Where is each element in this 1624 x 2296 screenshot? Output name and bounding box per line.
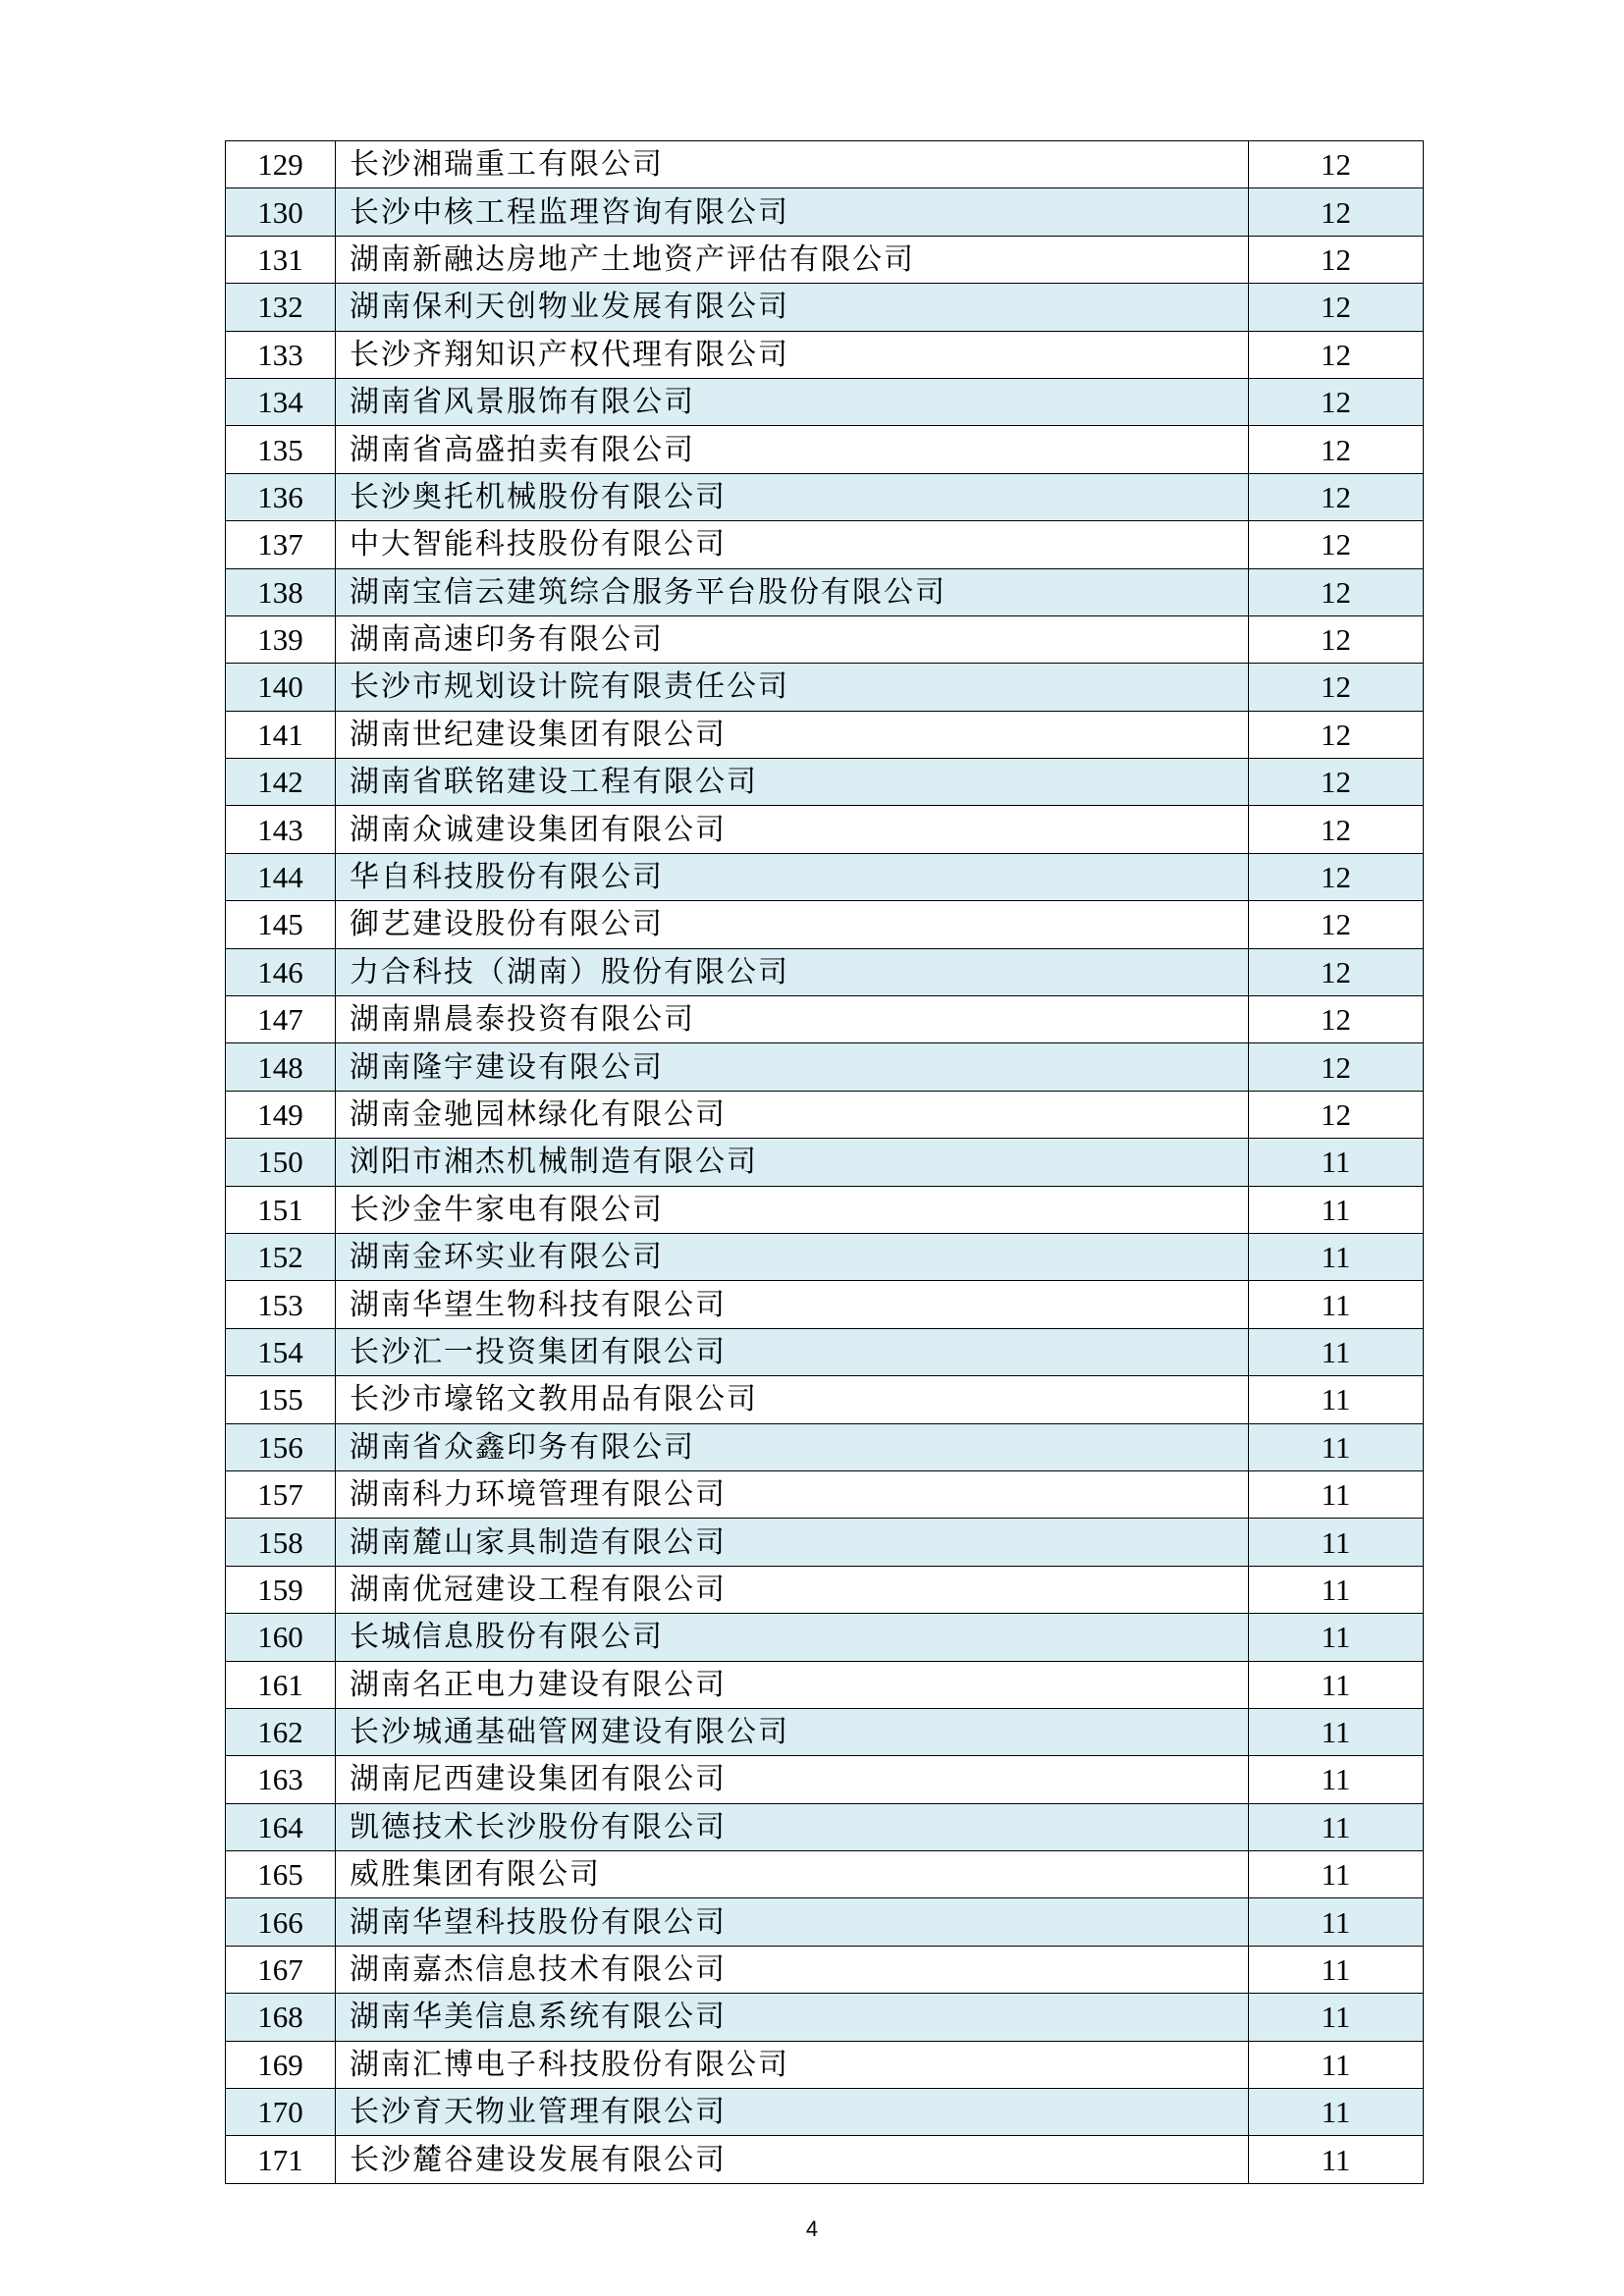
row-number-cell: 168 [226,1994,336,2041]
table-row [226,1328,1424,1375]
company-name-cell: 中大智能科技股份有限公司 [336,521,1249,568]
company-name-cell: 浏阳市湘杰机械制造有限公司 [336,1139,1249,1186]
table-row [226,1566,1424,1613]
score-cell: 11 [1249,1851,1424,1898]
row-number-cell: 132 [226,284,336,331]
company-name-cell: 长沙汇一投资集团有限公司 [336,1328,1249,1375]
table-row [226,901,1424,948]
row-number-cell: 169 [226,2041,336,2088]
table-row [226,473,1424,520]
score-cell: 12 [1249,236,1424,283]
company-name-cell: 威胜集团有限公司 [336,1851,1249,1898]
table-row [226,1470,1424,1518]
score-cell: 12 [1249,1043,1424,1091]
score-cell: 12 [1249,331,1424,378]
row-number-cell: 145 [226,901,336,948]
company-name-cell: 长沙齐翔知识产权代理有限公司 [336,331,1249,378]
score-cell: 11 [1249,1661,1424,1708]
company-name-cell: 湖南科力环境管理有限公司 [336,1470,1249,1518]
company-name-cell: 湖南省风景服饰有限公司 [336,378,1249,425]
company-name-cell: 湖南华美信息系统有限公司 [336,1994,1249,2041]
score-cell: 11 [1249,2089,1424,2136]
table-row [226,1519,1424,1566]
table-row [226,378,1424,425]
row-number-cell: 152 [226,1233,336,1280]
company-name-cell: 湖南名正电力建设有限公司 [336,1661,1249,1708]
score-cell: 11 [1249,1233,1424,1280]
score-cell: 11 [1249,1328,1424,1375]
table-row [226,568,1424,615]
table-row [226,1043,1424,1091]
row-number-cell: 154 [226,1328,336,1375]
company-name-cell: 长沙湘瑞重工有限公司 [336,141,1249,188]
table-row [226,2041,1424,2088]
row-number-cell: 148 [226,1043,336,1091]
table-row [226,1091,1424,1138]
score-cell: 12 [1249,664,1424,711]
row-number-cell: 141 [226,711,336,758]
score-cell: 11 [1249,1803,1424,1850]
row-number-cell: 161 [226,1661,336,1708]
table-row [226,236,1424,283]
table-row [226,2136,1424,2183]
company-name-cell: 御艺建设股份有限公司 [336,901,1249,948]
table-row [226,996,1424,1043]
row-number-cell: 136 [226,473,336,520]
row-number-cell: 134 [226,378,336,425]
page-number: 4 [805,2216,819,2241]
row-number-cell: 140 [226,664,336,711]
table-row [226,948,1424,995]
row-number-cell: 144 [226,853,336,900]
row-number-cell: 135 [226,426,336,473]
row-number-cell: 167 [226,1946,336,1993]
company-name-cell: 长沙麓谷建设发展有限公司 [336,2136,1249,2183]
row-number-cell: 146 [226,948,336,995]
table-row [226,664,1424,711]
company-name-cell: 湖南鼎晨泰投资有限公司 [336,996,1249,1043]
score-cell: 12 [1249,1091,1424,1138]
score-cell: 12 [1249,996,1424,1043]
score-cell: 11 [1249,1139,1424,1186]
score-cell: 11 [1249,1994,1424,2041]
row-number-cell: 159 [226,1566,336,1613]
company-name-cell: 力合科技（湖南）股份有限公司 [336,948,1249,995]
company-name-cell: 湖南汇博电子科技股份有限公司 [336,2041,1249,2088]
row-number-cell: 165 [226,1851,336,1898]
table-row [226,1851,1424,1898]
table-row [226,1281,1424,1328]
row-number-cell: 156 [226,1423,336,1470]
table-row [226,853,1424,900]
company-name-cell: 凯德技术长沙股份有限公司 [336,1803,1249,1850]
company-name-cell: 长沙中核工程监理咨询有限公司 [336,188,1249,236]
score-cell: 12 [1249,426,1424,473]
row-number-cell: 151 [226,1186,336,1233]
table-row [226,331,1424,378]
table-row [226,1233,1424,1280]
table-row [226,1898,1424,1946]
company-name-cell: 湖南宝信云建筑综合服务平台股份有限公司 [336,568,1249,615]
table-row [226,759,1424,806]
company-name-cell: 湖南金环实业有限公司 [336,1233,1249,1280]
table-row [226,188,1424,236]
score-cell: 11 [1249,1186,1424,1233]
row-number-cell: 129 [226,141,336,188]
company-name-cell: 湖南众诚建设集团有限公司 [336,806,1249,853]
company-ranking-table [225,140,1424,2184]
table-row [226,1946,1424,1993]
row-number-cell: 164 [226,1803,336,1850]
table-row [226,2089,1424,2136]
score-cell: 11 [1249,1423,1424,1470]
score-cell: 11 [1249,1519,1424,1566]
score-cell: 11 [1249,1566,1424,1613]
company-name-cell: 长沙金牛家电有限公司 [336,1186,1249,1233]
score-cell: 11 [1249,1756,1424,1803]
company-name-cell: 湖南世纪建设集团有限公司 [336,711,1249,758]
table-row [226,711,1424,758]
score-cell: 12 [1249,853,1424,900]
row-number-cell: 160 [226,1614,336,1661]
table-body [226,141,1424,2184]
company-name-cell: 湖南华望科技股份有限公司 [336,1898,1249,1946]
row-number-cell: 170 [226,2089,336,2136]
company-name-cell: 长沙市规划设计院有限责任公司 [336,664,1249,711]
score-cell: 11 [1249,1898,1424,1946]
company-name-cell: 长城信息股份有限公司 [336,1614,1249,1661]
company-name-cell: 湖南高速印务有限公司 [336,615,1249,663]
row-number-cell: 130 [226,188,336,236]
score-cell: 12 [1249,948,1424,995]
table-row [226,141,1424,188]
company-name-cell: 湖南省众鑫印务有限公司 [336,1423,1249,1470]
score-cell: 12 [1249,521,1424,568]
table-row [226,1708,1424,1755]
row-number-cell: 142 [226,759,336,806]
score-cell: 12 [1249,568,1424,615]
company-name-cell: 湖南优冠建设工程有限公司 [336,1566,1249,1613]
table-row [226,806,1424,853]
table-row [226,1139,1424,1186]
row-number-cell: 153 [226,1281,336,1328]
score-cell: 12 [1249,188,1424,236]
company-name-cell: 华自科技股份有限公司 [336,853,1249,900]
table-row [226,426,1424,473]
score-cell: 12 [1249,473,1424,520]
table-row [226,1756,1424,1803]
table-row [226,1803,1424,1850]
score-cell: 11 [1249,1946,1424,1993]
row-number-cell: 163 [226,1756,336,1803]
score-cell: 11 [1249,1281,1424,1328]
company-name-cell: 湖南隆宇建设有限公司 [336,1043,1249,1091]
row-number-cell: 162 [226,1708,336,1755]
company-name-cell: 湖南麓山家具制造有限公司 [336,1519,1249,1566]
row-number-cell: 166 [226,1898,336,1946]
table-row [226,1376,1424,1423]
table-row [226,1614,1424,1661]
score-cell: 12 [1249,378,1424,425]
row-number-cell: 155 [226,1376,336,1423]
company-name-cell: 湖南尼西建设集团有限公司 [336,1756,1249,1803]
score-cell: 12 [1249,711,1424,758]
table-row [226,1423,1424,1470]
company-name-cell: 长沙市壕铭文教用品有限公司 [336,1376,1249,1423]
row-number-cell: 138 [226,568,336,615]
company-name-cell: 湖南新融达房地产土地资产评估有限公司 [336,236,1249,283]
score-cell: 11 [1249,1708,1424,1755]
row-number-cell: 149 [226,1091,336,1138]
company-name-cell: 长沙奥托机械股份有限公司 [336,473,1249,520]
score-cell: 11 [1249,2136,1424,2183]
row-number-cell: 139 [226,615,336,663]
company-name-cell: 湖南华望生物科技有限公司 [336,1281,1249,1328]
row-number-cell: 171 [226,2136,336,2183]
table-row [226,521,1424,568]
company-name-cell: 湖南省联铭建设工程有限公司 [336,759,1249,806]
score-cell: 12 [1249,615,1424,663]
row-number-cell: 131 [226,236,336,283]
company-name-cell: 湖南保利天创物业发展有限公司 [336,284,1249,331]
score-cell: 12 [1249,759,1424,806]
table-row [226,1661,1424,1708]
row-number-cell: 157 [226,1470,336,1518]
table-row [226,1994,1424,2041]
table-row [226,284,1424,331]
row-number-cell: 137 [226,521,336,568]
company-name-cell: 湖南嘉杰信息技术有限公司 [336,1946,1249,1993]
company-name-cell: 湖南省高盛拍卖有限公司 [336,426,1249,473]
score-cell: 11 [1249,2041,1424,2088]
score-cell: 12 [1249,806,1424,853]
row-number-cell: 147 [226,996,336,1043]
row-number-cell: 143 [226,806,336,853]
score-cell: 11 [1249,1614,1424,1661]
table-row [226,1186,1424,1233]
score-cell: 12 [1249,284,1424,331]
row-number-cell: 150 [226,1139,336,1186]
score-cell: 12 [1249,901,1424,948]
score-cell: 11 [1249,1470,1424,1518]
row-number-cell: 133 [226,331,336,378]
score-cell: 12 [1249,141,1424,188]
company-name-cell: 湖南金驰园林绿化有限公司 [336,1091,1249,1138]
row-number-cell: 158 [226,1519,336,1566]
table-row [226,615,1424,663]
company-name-cell: 长沙城通基础管网建设有限公司 [336,1708,1249,1755]
score-cell: 11 [1249,1376,1424,1423]
company-name-cell: 长沙育天物业管理有限公司 [336,2089,1249,2136]
